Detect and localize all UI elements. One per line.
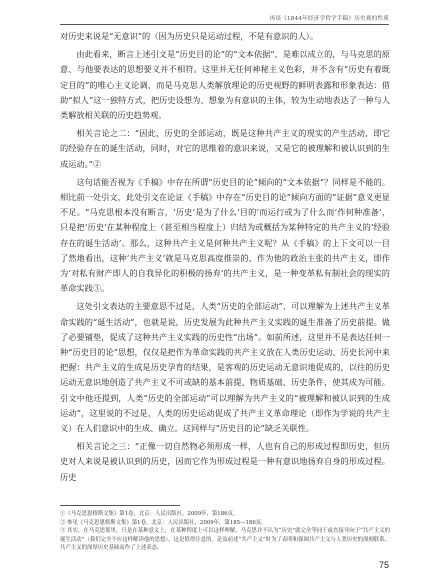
paragraph-continuation: 对历史来说是“无意识”的（因为历史只是运动过程，不是有意识的人）。 bbox=[60, 31, 319, 41]
paragraph-analysis-two: 这处引文表达的主要意思不过是，人类“历史的全部运动”，可以理解为上述共产主义革命实践的“诞生活动”，也就是说，历史发展为此种共产主义实践的诞生准备了历史前提。做了必要铺垫，促成了这种共产主义实践的历史性“出场”。如前所述，这里并不是表达任何一种“历史目的论”思想，仅仅是把作为革命实践的共产主义放在人类历史运动、历史长河中来把握：共产主义的生成是历史孕育的结果，是客观的历史运动无意识地促成的，以往的历史运动无意识地创造了共产主义不可或缺的基本前提、物质基础、历史条件，使其成为可能。引文中他还提到，人类“历史的全部运动”可以理解为共产主义的“被理解和被认识到的生成运动”，这里说的不过是，人类的历史运动促成了共产主义革命理论（即作为学说的共产主义）在人们意识中的生成、确立。这同样与“历史目的论”缺乏关联性。 bbox=[60, 301, 390, 434]
footnote-3: ③ 其实，在马克思那里，只是在某种意义上，在某种程度上可以这样理解。马克思并不认为“历史”就完全等同于或直接导向于“共产主义的诞生活动”（我们完全不应这样解读他的思想），这是值得注意的。论及前述“共产主义”时为了表明和强调共产主义与人类历史的深刻联系、共产主义的深厚历史基础而作了上述表态。 bbox=[60, 528, 390, 552]
header-divider bbox=[60, 24, 389, 25]
paragraph-quote-three: 相关言论之三：“正像一切自然物必须形成一样，人也有自己的形成过程即历史，但历史对人来说是被认识到的历史，因而它作为形成过程是一种有意识地扬弃自身的形成过程。历史 bbox=[60, 441, 390, 482]
paragraph-analysis-one: 这句话能否视为《手稿》中存在所谓“历史目的论”倾向的“文本依据”？同样是不能的。相比前一处引文，此处引文在论证《手稿》中存在“历史目的论”倾向方面的“证据”意义更显不足。“马克思根本没有断言，‘历史’是为了什么‘目的’而运行或为了什么而‘作何种准备’，只是把‘历史’在某种程度上（甚至相当程度上）归结为或概括为某种特定的共产主义的‘经验存在的诞生活动’。那么，这种共产主义是何种共产主义呢？从《手稿》的上下文可以一目了然地看出，这种‘共产主义’就是马克思高度推崇的、作为他的政治主张的共产主义，即作为‘对私有财产即人的自我异化的积极的扬弃’的共产主义，是一种变革私有制社会的现实的革命实践③。 bbox=[60, 176, 390, 294]
running-header: 再谈《1844年经济学哲学手稿》历史观的性质 bbox=[269, 16, 389, 22]
footnote-2: ② 参见《马克思恩格斯文集》第1卷，北京：人民出版社，2009年，第185—186页。 bbox=[60, 519, 267, 526]
paragraph-quote-two: 相关言论之二：“因此，历史的全部运动，既是这种共产主义的现实的产生活动，即它的经验存在的诞生活动，同时，对它的思维着的意识来说，又是它的被理解和被认识到的生成运动。”② bbox=[60, 128, 390, 169]
footnote-divider bbox=[60, 505, 180, 506]
footnote-1: ①《马克思恩格斯文集》第1卷，北京：人民出版社，2009年，第186页。 bbox=[60, 511, 239, 517]
page-number: 75 bbox=[378, 560, 389, 570]
footnotes bbox=[60, 510, 390, 553]
body-text bbox=[60, 29, 390, 488]
paragraph-argument: 由此看来，断言上述引文是“历史目的论”的“文本依据”，是难以成立的，与马克思的原意、与他要表达的思想要义并不相符。这里并无任何神秘主义色彩，并不含有“历史有着既定目的”的唯心主义论调，而是马克思人类解放理论的历史视野的鲜明表露和形象表达：借助“拟人”这一独特方式，把历史设想为、想象为有意识的主体，较为生动地表达了一种与人类解放相关联的历史趋势观。 bbox=[60, 49, 390, 121]
